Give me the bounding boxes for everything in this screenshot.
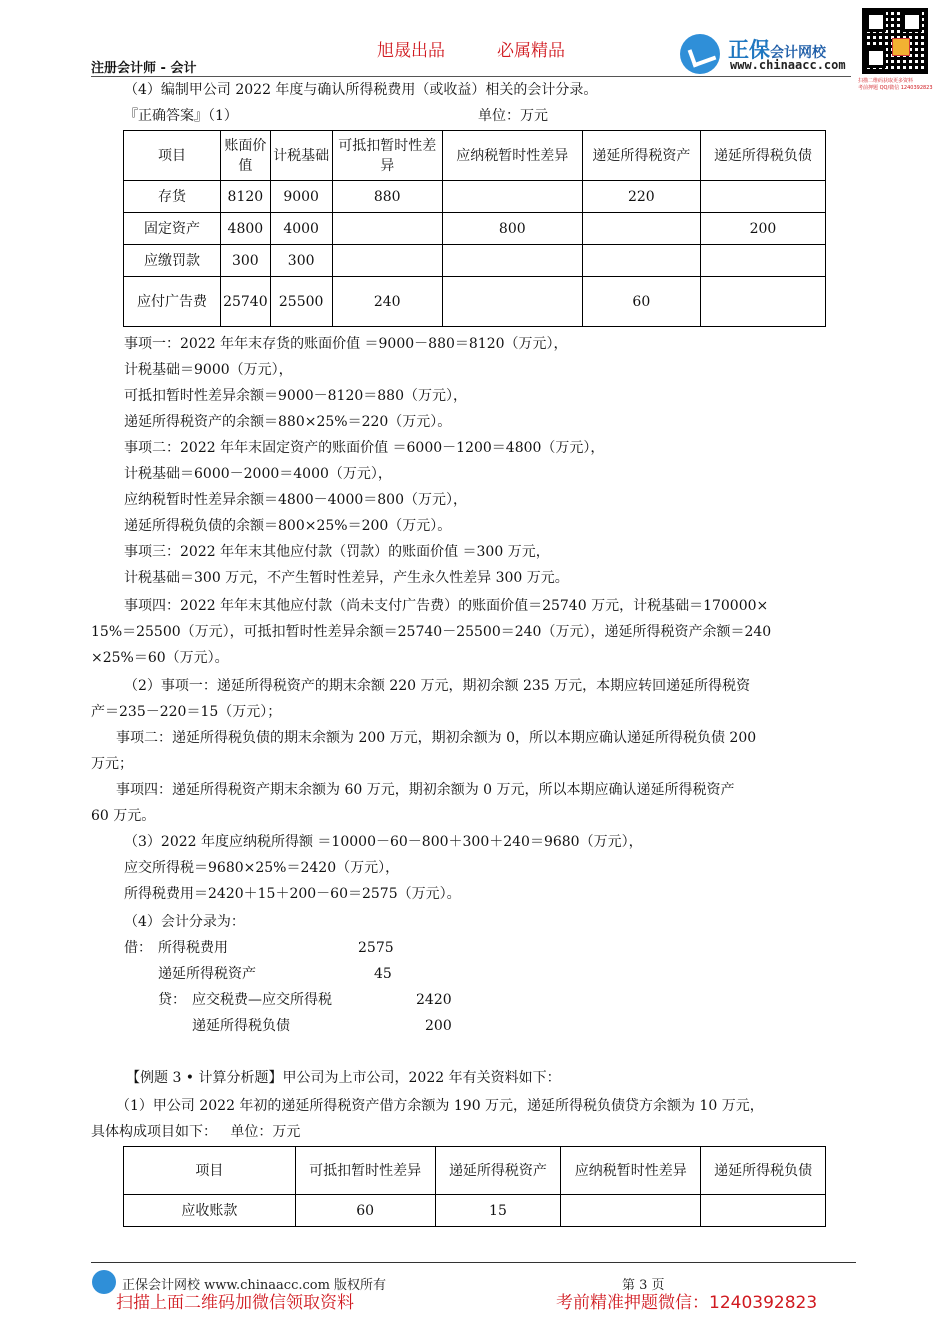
table-header-cell: 账面价值 xyxy=(221,131,271,181)
table-header-cell: 项目 xyxy=(124,1147,296,1195)
table-cell: 220 xyxy=(582,181,700,213)
table-header-row xyxy=(124,131,826,181)
table-header-cell: 可抵扣暂时性差异 xyxy=(295,1147,435,1195)
logo-brand-main: 正保 xyxy=(728,38,770,62)
table-cell: 存货 xyxy=(124,181,221,213)
table-header-cell: 项目 xyxy=(124,131,221,181)
explain-line: 产＝235－220＝15（万元）； xyxy=(91,704,282,720)
qr-caption-line2: 考前押题 QQ/微信 1240392823 xyxy=(858,85,933,91)
credit-account: 应交税费—应交所得税 xyxy=(192,992,332,1008)
table-row xyxy=(124,213,826,245)
course-title: 注册会计师 - 会计 xyxy=(91,61,197,76)
explain-line: 万元； xyxy=(91,756,133,772)
page-number: 第 3 页 xyxy=(622,1278,665,1293)
table-cell xyxy=(700,181,825,213)
qr-finder-bottom-left xyxy=(866,48,886,68)
table-cell: 880 xyxy=(332,181,442,213)
table-cell: 60 xyxy=(582,277,700,327)
table-cell: 800 xyxy=(442,213,582,245)
explain-line: 事项三：2022 年年末其他应付款（罚款）的账面价值 ＝300 万元， xyxy=(124,544,550,560)
qr-center-logo xyxy=(892,38,910,56)
qr-caption-line1: 扫描二维码获取更多资料 xyxy=(858,78,914,84)
table-cell: 9000 xyxy=(270,181,332,213)
table-header-cell: 递延所得税负债 xyxy=(700,131,825,181)
table-cell: 25500 xyxy=(270,277,332,327)
explain-line: （2）事项一：递延所得税资产的期末余额 220 万元，期初余额 235 万元，本期应转回递延所得税资 xyxy=(124,678,751,694)
table-header-cell: 应纳税暂时性差异 xyxy=(442,131,582,181)
table-cell xyxy=(700,277,825,327)
table-cell: 60 xyxy=(295,1195,435,1227)
debit-prefix: 借： xyxy=(124,940,152,956)
table-cell xyxy=(561,1195,701,1227)
example-line: 具体构成项目如下： 单位：万元 xyxy=(91,1124,301,1140)
debit-account: 递延所得税资产 xyxy=(158,966,256,982)
table-cell: 15 xyxy=(435,1195,561,1227)
promo-right: 考前精准押题微信：1240392823 xyxy=(556,1293,818,1313)
explain-line: 事项二：2022 年年末固定资产的账面价值 ＝6000－1200＝4800（万元）， xyxy=(124,440,605,456)
table-cell: 应缴罚款 xyxy=(124,245,221,277)
logo-url: www.chinaacc.com xyxy=(730,58,846,72)
table-header-cell: 递延所得税负债 xyxy=(701,1147,826,1195)
table-cell: 25740 xyxy=(221,277,271,327)
table-header-cell: 计税基础 xyxy=(270,131,332,181)
debit-account: 所得税费用 xyxy=(158,940,228,956)
explain-line: ×25%＝60（万元）。 xyxy=(91,650,229,666)
unit-label: 单位：万元 xyxy=(478,108,548,124)
table-row xyxy=(124,277,826,327)
table-cell xyxy=(332,245,442,277)
logo-brand-sub: 会计网校 xyxy=(770,45,826,61)
table-header-cell: 递延所得税资产 xyxy=(435,1147,561,1195)
table-cell: 240 xyxy=(332,277,442,327)
table-cell: 固定资产 xyxy=(124,213,221,245)
footer-copyright: 正保会计网校 www.chinaacc.com 版权所有 xyxy=(122,1278,387,1293)
table-cell xyxy=(701,1195,826,1227)
table-cell: 300 xyxy=(221,245,271,277)
explain-line: 所得税费用＝2420＋15＋200－60＝2575（万元）。 xyxy=(124,886,461,902)
explain-line: 事项一：2022 年年末存货的账面价值 ＝9000－880＝8120（万元）， xyxy=(124,336,568,352)
example-table xyxy=(123,1146,826,1227)
explain-line: 递延所得税负债的余额＝800×25%＝200（万元）。 xyxy=(124,518,452,534)
footer-divider xyxy=(91,1262,856,1263)
table-header-cell: 递延所得税资产 xyxy=(582,131,700,181)
slogan-right: 必属精品 xyxy=(497,41,565,61)
explain-line: 应交所得税＝9680×25%＝2420（万元）， xyxy=(124,860,400,876)
explain-line: 递延所得税资产的余额＝880×25%＝220（万元）。 xyxy=(124,414,452,430)
table-cell: 4000 xyxy=(270,213,332,245)
answer-label: 『正确答案』（1） xyxy=(124,108,238,124)
qr-finder-top-right xyxy=(902,12,922,32)
table-cell: 8120 xyxy=(221,181,271,213)
promo-left: 扫描上面二维码加微信领取资料 xyxy=(116,1293,354,1313)
table-header-row xyxy=(124,1147,826,1195)
question-4-text: （4）编制甲公司 2022 年度与确认所得税费用（或收益）相关的会计分录。 xyxy=(124,82,598,98)
qr-finder-top-left xyxy=(866,12,886,32)
table-cell xyxy=(442,181,582,213)
table-row xyxy=(124,181,826,213)
explain-line: （4）会计分录为： xyxy=(124,914,245,930)
debit-amount: 45 xyxy=(374,966,392,982)
qr-caption xyxy=(858,78,938,92)
explain-line: 事项二：递延所得税负债的期末余额为 200 万元，期初余额为 0，所以本期应确认递延所得税负债 200 xyxy=(116,730,757,746)
debit-amount: 2575 xyxy=(358,940,394,956)
table-cell xyxy=(332,213,442,245)
explain-line: 可抵扣暂时性差异余额＝9000－8120＝880（万元）， xyxy=(124,388,467,404)
footer-logo-icon xyxy=(92,1270,116,1294)
explain-line: 计税基础＝6000－2000＝4000（万元）， xyxy=(124,466,392,482)
answer-table xyxy=(123,130,826,327)
credit-account: 递延所得税负债 xyxy=(192,1018,290,1034)
explain-line: 15%＝25500（万元），可抵扣暂时性差异余额＝25740－25500＝240（万元），递延所得税资产余额＝240 xyxy=(91,624,772,640)
explain-line: 计税基础＝9000（万元）， xyxy=(124,362,293,378)
table-row xyxy=(124,245,826,277)
table-cell xyxy=(582,213,700,245)
table-row xyxy=(124,1195,826,1227)
table-cell: 200 xyxy=(700,213,825,245)
table-header-cell: 可抵扣暂时性差异 xyxy=(332,131,442,181)
table-cell: 4800 xyxy=(221,213,271,245)
explain-line: 60 万元。 xyxy=(91,808,156,824)
explain-line: 应纳税暂时性差异余额＝4800－4000＝800（万元）， xyxy=(124,492,467,508)
explain-line: 事项四：递延所得税资产期末余额为 60 万元，期初余额为 0 万元，所以本期应确认递延所得税资产 xyxy=(116,782,735,798)
header-divider xyxy=(91,76,851,77)
table-cell xyxy=(700,245,825,277)
table-cell: 应收账款 xyxy=(124,1195,296,1227)
example-line: （1）甲公司 2022 年初的递延所得税资产借方余额为 190 万元，递延所得税负债贷方余额为 10 万元， xyxy=(116,1098,764,1114)
table-cell: 300 xyxy=(270,245,332,277)
table-cell: 应付广告费 xyxy=(124,277,221,327)
table-cell xyxy=(582,245,700,277)
table-cell xyxy=(442,277,582,327)
credit-prefix: 贷： xyxy=(158,992,186,1008)
credit-amount: 200 xyxy=(425,1018,452,1034)
example-title: 【例题 3 • 计算分析题】甲公司为上市公司，2022 年有关资料如下： xyxy=(126,1070,561,1086)
explain-line: 事项四：2022 年年末其他应付款（尚未支付广告费）的账面价值＝25740 万元，计税基础＝170000× xyxy=(124,598,769,614)
explain-line: 计税基础＝300 万元，不产生暂时性差异，产生永久性差异 300 万元。 xyxy=(124,570,569,586)
credit-amount: 2420 xyxy=(416,992,452,1008)
table-cell xyxy=(442,245,582,277)
slogan-left: 旭晟出品 xyxy=(377,41,445,61)
explain-line: （3）2022 年度应纳税所得额 ＝10000－60－800＋300＋240＝9680（万元）， xyxy=(124,834,643,850)
table-header-cell: 应纳税暂时性差异 xyxy=(561,1147,701,1195)
